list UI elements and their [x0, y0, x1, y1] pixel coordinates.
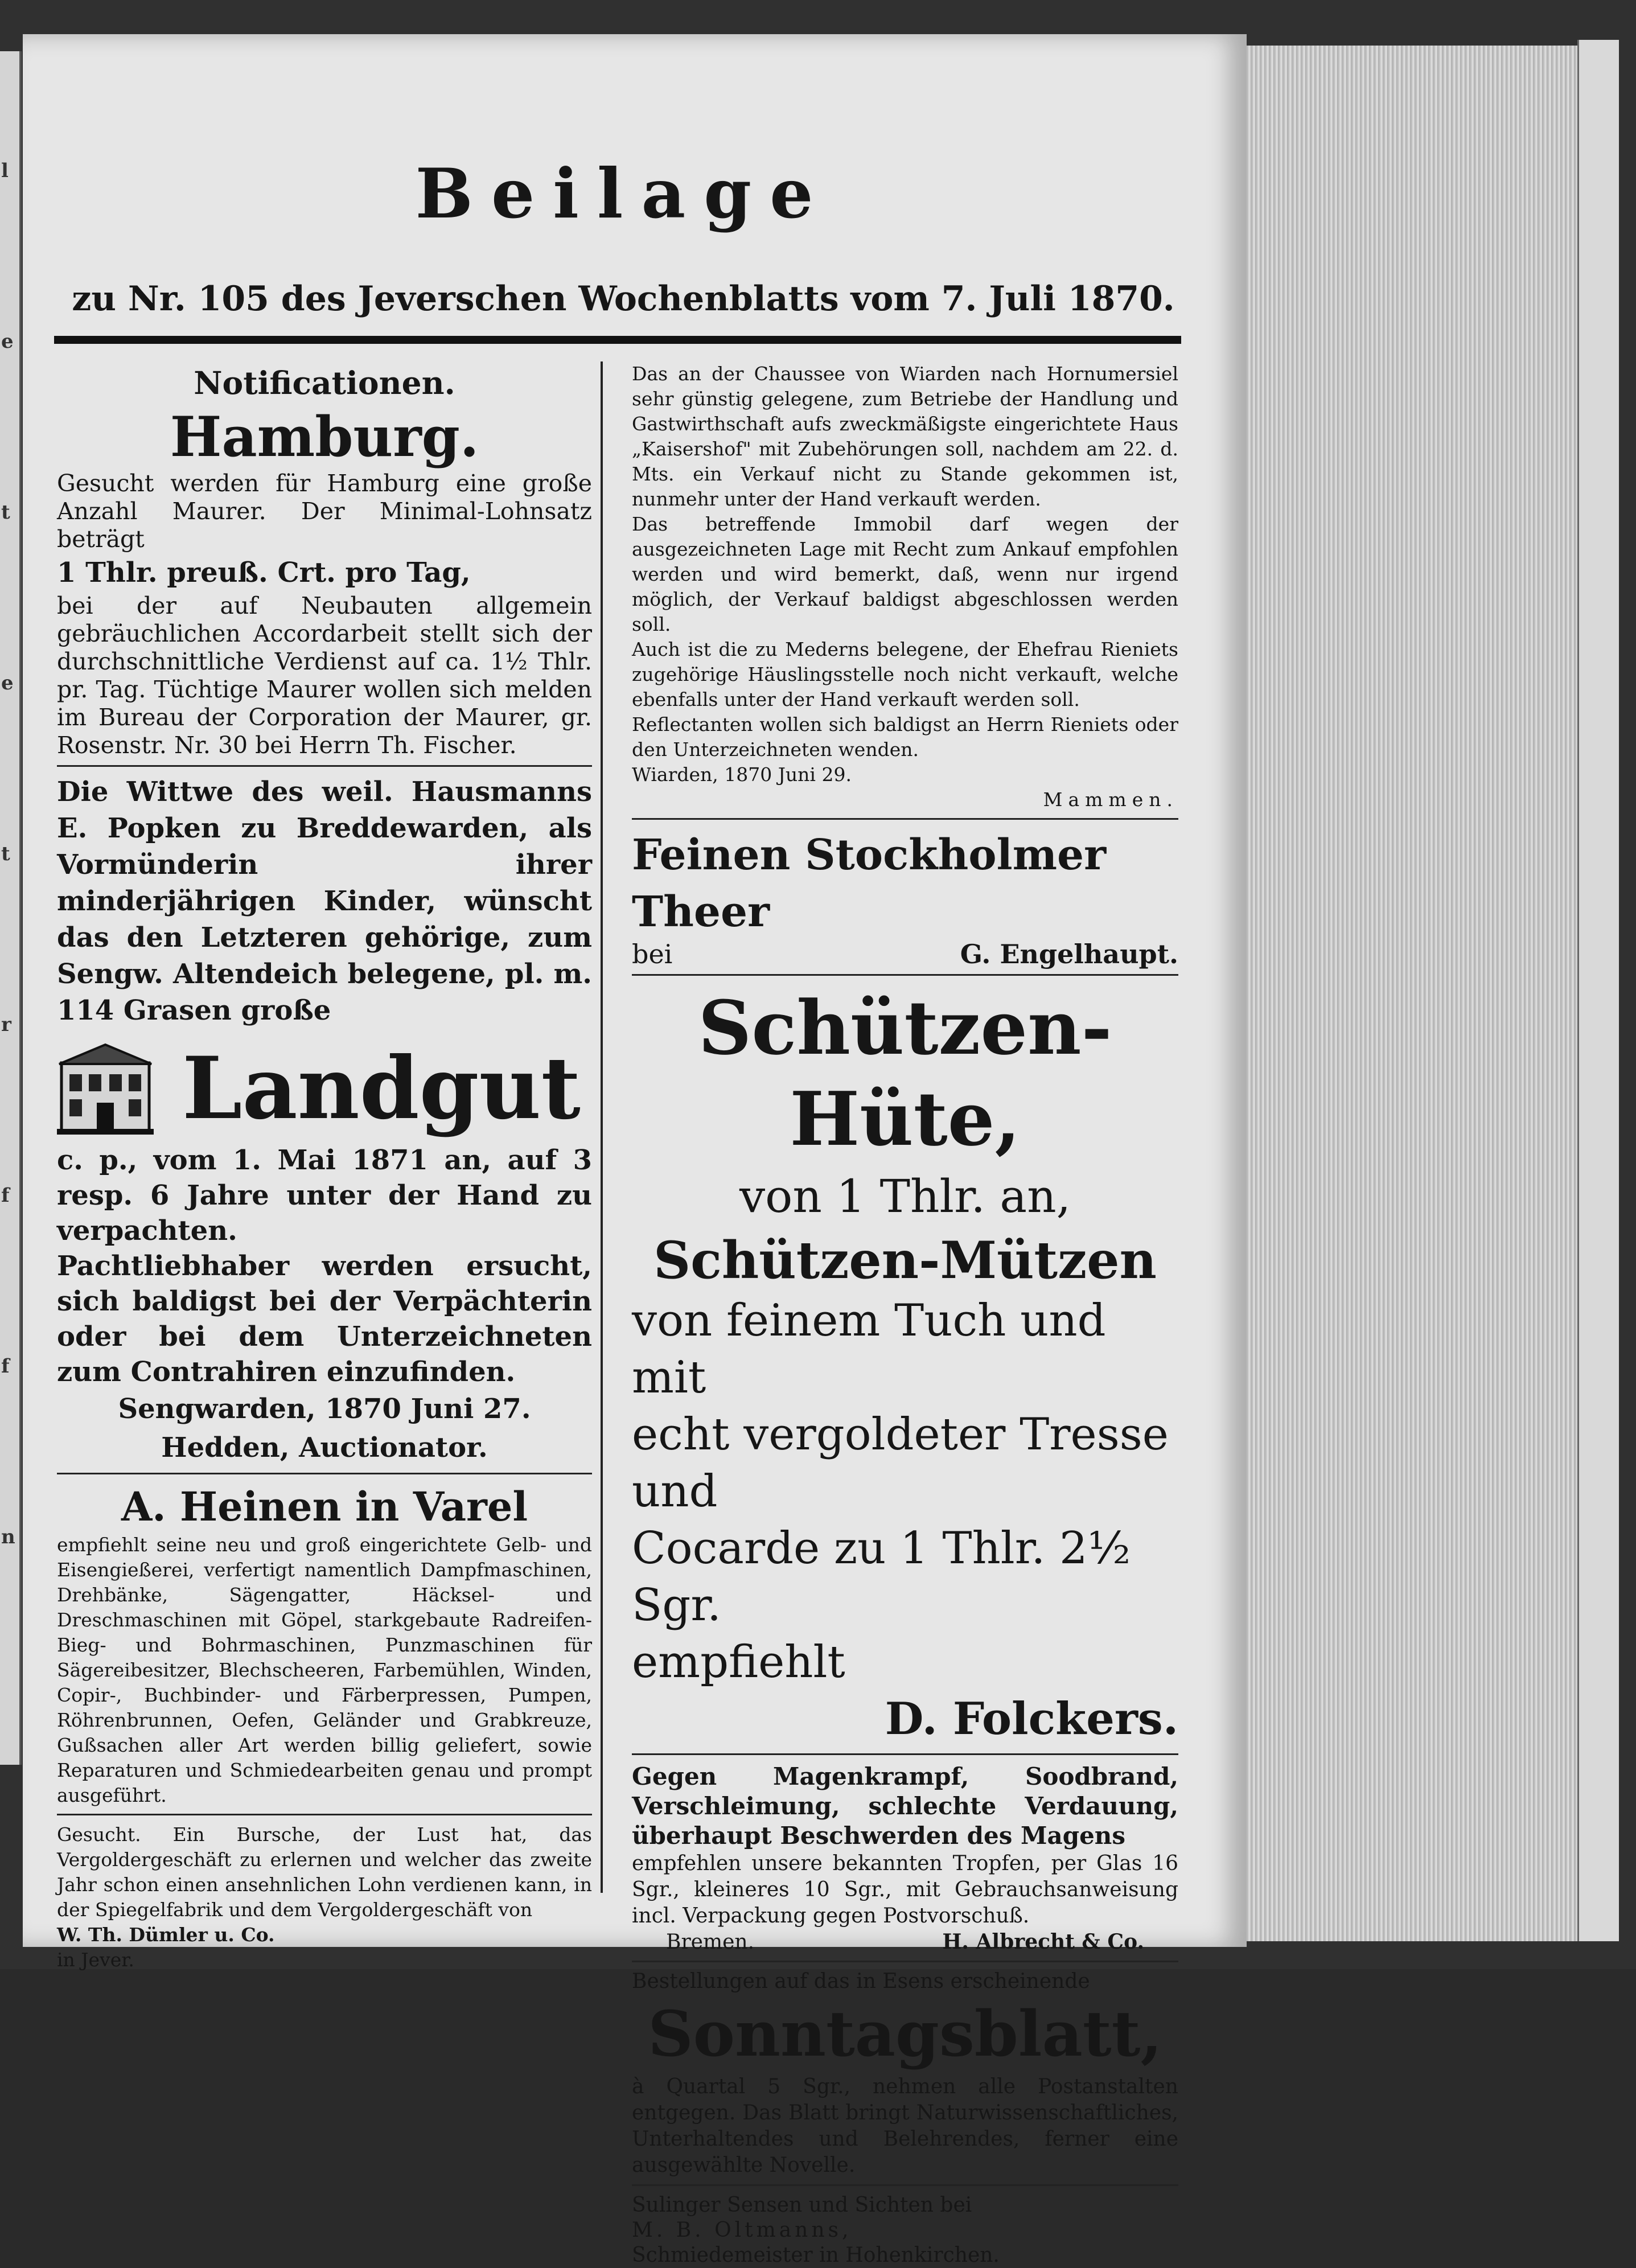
stomach-remedy-footer	[632, 1929, 1178, 1955]
divider	[57, 765, 592, 767]
sunday-paper-heading: Sonntagsblatt,	[648, 1997, 1162, 2070]
landgut-text-2: Pachtliebhaber werden ersucht, sich baldigst bei der Verpächterin oder bei dem Unterzeichneten zum Contrahiren einzufinden.	[57, 1250, 592, 1388]
house-sale-signer: Mammen.	[1043, 788, 1178, 811]
divider	[632, 1961, 1178, 1962]
hats-price: von 1 Thlr. an,	[739, 1170, 1071, 1223]
hamburg-text: Gesucht werden für Hamburg eine große Anzahl Maurer. Der Minimal-Lohnsatz beträgt	[57, 470, 592, 553]
edge-letter: e	[1, 330, 14, 353]
tar-seller-row	[632, 940, 1178, 968]
signer: Hedden, Auctionator.	[161, 1432, 488, 1464]
supplement-subtitle: zu Nr. 105 des Jeverschen Wochenblatts vom 7. Juli 1870.	[72, 279, 1175, 319]
divider	[632, 1753, 1178, 1755]
divider	[632, 2184, 1178, 2186]
scythes-seller-role: Schmiedemeister in Hohenkirchen.	[632, 2244, 1000, 2267]
divider	[57, 1473, 592, 1474]
landgut-text: c. p., vom 1. Mai 1871 an, auf 3 resp. 6 Jahre unter der Hand zu verpachten.	[57, 1144, 592, 1247]
heinen-text: empfiehlt seine neu und groß eingerichtete Gelb- und Eisengießerei, verfertigt namentlich Dampfmaschinen, Drehbänke, Sägengatter, Häcksel- und Dreschmaschinen mit Göpel, starkgebaute Radreifen-Bieg- und Bohrmaschinen, Punzmaschinen für Sägereibesitzer, Blechscheeren, Farbemühlen, Winden, Copir-, Buchbinder- und Färberpressen, Pumpen, Röhrenbrunnen, Oefen, Geländer und Grabkreuze, Gußsachen aller Art werden billig geliefert, sowie Reparaturen und Schmiedearbeiten genau und prompt ausgeführt.	[57, 1534, 592, 1806]
house-sale-date: Wiarden, 1870 Juni 29.	[632, 763, 852, 786]
hamburg-text-2: bei der auf Neubauten allgemein gebräuchlichen Accordarbeit stellt sich der durchschnittliche Verdienst auf ca. 1½ Thlr. pr. Tag. Tüchtige Maurer wollen sich melden im Bureau der Corporation der Maurer, gr. Rosenstr. Nr. 30 bei Herrn Th. Fischer.	[57, 592, 592, 759]
adjacent-page-letters	[0, 159, 19, 1753]
caps-heading: Schützen-Mützen	[653, 1230, 1157, 1291]
sunday-paper-intro: Bestellungen auf das in Esens erscheinende	[632, 1970, 1090, 1993]
tar-bei: bei	[632, 939, 673, 969]
caps-line-2: echt vergoldeter Tresse und	[632, 1409, 1169, 1517]
caps-line-4: empfiehlt	[632, 1637, 845, 1688]
newspaper-page	[23, 34, 1247, 2267]
landgut-row	[57, 1034, 592, 1143]
house-sale-text: Das an der Chaussee von Wiarden nach Hornumersiel sehr günstig gelegene, zum Betriebe der Handlung und Gastwirthschaft aufs zweckmäßigste eingerichtete Haus „Kaisershof" mit Zubehörungen soll, nachdem am 22. d. Mts. ein Verkauf nicht zu Stande gekommen ist, nunmehr unter der Hand verkauft werden.	[632, 363, 1178, 510]
sunday-paper-text: à Quartal 5 Sgr., nehmen alle Postanstalten entgegen. Das Blatt bringt Naturwissenschaftliches, Unterhaltendes und Belehrendes, ferner eine ausgewählte Novelle.	[632, 2075, 1178, 2177]
divider	[632, 974, 1178, 976]
hamburg-heading: Hamburg.	[170, 405, 479, 469]
divider	[57, 1814, 592, 1815]
scythes-seller: M. B. Oltmanns,	[632, 2218, 852, 2242]
tar-heading: Feinen Stockholmer Theer	[632, 831, 1107, 936]
widow-ad-text: Die Wittwe des weil. Hausmanns E. Popken zu Breddewarden, als Vormünderin ihrer minderjährigen Kinder, wünscht das den Letzteren gehörige, zum Sengw. Altendeich belegene, pl. m. 114 Grasen große	[57, 776, 592, 1026]
adjacent-page-edge	[0, 51, 22, 1765]
edge-letter: l	[1, 159, 9, 182]
right-column	[632, 361, 1178, 2268]
caps-line-1: von feinem Tuch und mit	[632, 1295, 1106, 1403]
edge-letter: t	[1, 501, 10, 524]
folckers-name: D. Folckers.	[885, 1693, 1178, 1745]
wanted-firm: W. Th. Dümler u. Co.	[57, 1924, 275, 1946]
hats-heading: Schützen-Hüte,	[698, 984, 1112, 1162]
edge-letter: r	[1, 1013, 11, 1036]
stomach-remedy-heading: Gegen Magenkrampf, Soodbrand, Verschleimung, schlechte Verdauung, überhaupt Beschwerden des Magens	[632, 1762, 1178, 1850]
column-divider	[601, 361, 603, 1893]
caps-line-3: Cocarde zu 1 Thlr. 2½ Sgr.	[632, 1523, 1131, 1631]
landgut-heading: Landgut	[182, 1038, 581, 1139]
supplement-title: Beilage	[415, 154, 832, 234]
book-cover-edge	[1577, 40, 1619, 1941]
edge-letter: n	[1, 1526, 15, 1548]
house-sale-text-3: Auch ist die zu Mederns belegene, der Ehefrau Rieniets zugehörige Häuslingsstelle noch nicht verkauft, welche ebenfalls unter der Hand verkauft werden soll.	[632, 638, 1178, 710]
edge-letter: f	[1, 1184, 10, 1207]
edge-letter: e	[1, 672, 14, 695]
notifications-heading: Notificationen.	[194, 364, 455, 401]
stomach-remedy-place: Bremen.	[666, 1930, 755, 1954]
book-page-block	[1234, 46, 1585, 1941]
house-sale-text-2: Das betreffende Immobil darf wegen der ausgezeichneten Lage mit Recht zum Ankauf empfohlen werden und wird bemerkt, daß, wenn nur irgend möglich, der Verkauf baldigst abgeschlossen werden soll.	[632, 513, 1178, 635]
scythes-text: Sulinger Sensen und Sichten bei	[632, 2193, 972, 2217]
divider	[632, 818, 1178, 820]
left-column	[57, 361, 592, 1973]
house-sale-text-4: Reflectanten wollen sich baldigst an Herrn Rieniets oder den Unterzeichneten wenden.	[632, 713, 1178, 761]
wanted-text: Gesucht. Ein Bursche, der Lust hat, das Vergoldergeschäft zu erlernen und welcher das zweite Jahr schon einen ansehnlichen Lohn verdienen kann, in der Spiegelfabrik und dem Vergoldergeschäft von	[57, 1823, 592, 1921]
edge-letter: f	[1, 1355, 10, 1378]
header-rule	[54, 336, 1181, 344]
place-date: Sengwarden, 1870 Juni 27.	[118, 1393, 531, 1425]
manor-house-icon	[57, 1040, 154, 1137]
stomach-remedy-text: empfehlen unsere bekannten Tropfen, per Glas 16 Sgr., kleineres 10 Sgr., mit Gebrauchsanweisung incl. Verpackung gegen Postvorschuß.	[632, 1852, 1178, 1928]
heinen-heading: A. Heinen in Varel	[121, 1483, 528, 1530]
edge-letter: t	[1, 843, 10, 865]
stomach-remedy-firm: H. Albrecht & Co.	[942, 1930, 1144, 1954]
wanted-place: in Jever.	[57, 1949, 134, 1971]
tar-seller: G. Engelhaupt.	[960, 939, 1178, 969]
hamburg-wage: 1 Thlr. preuß. Crt. pro Tag,	[57, 557, 471, 589]
